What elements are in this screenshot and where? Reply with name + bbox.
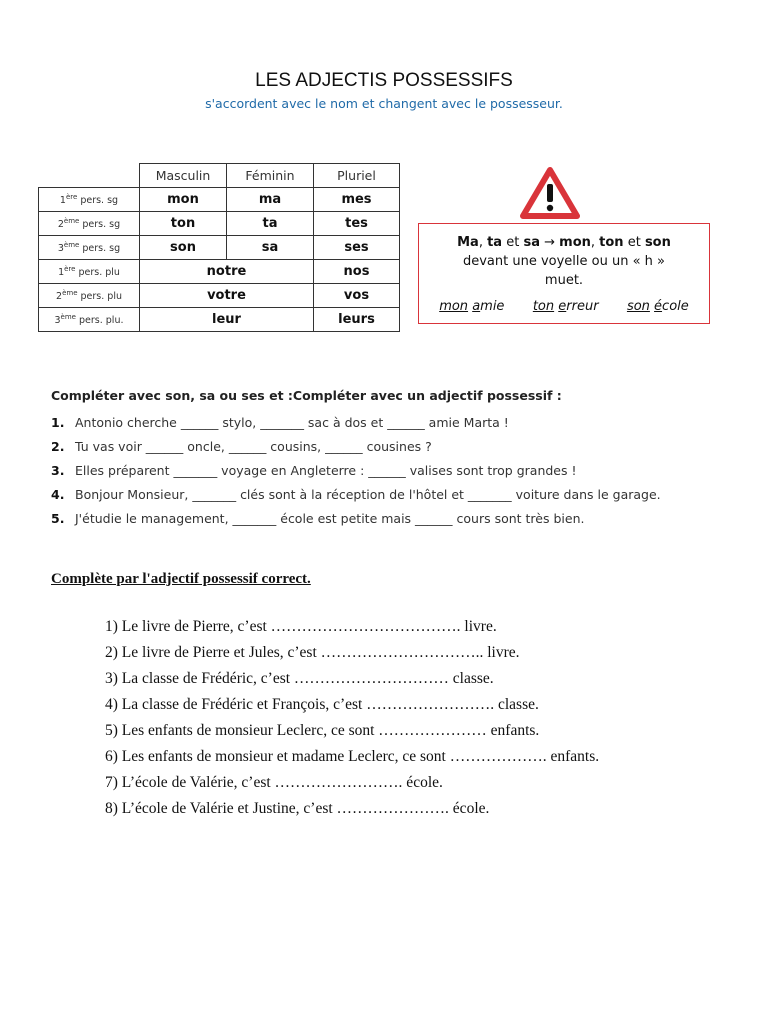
singular-cell: votre: [140, 284, 314, 308]
table-row: [39, 188, 400, 212]
header-pluriel: Pluriel: [314, 164, 400, 188]
table-header-row: [39, 164, 400, 188]
warning-examples: [419, 299, 709, 314]
list-item: 4) La classe de Frédéric et François, c’est ……………………. classe.: [105, 696, 539, 713]
exercise2-list: [105, 614, 599, 822]
plur-cell: mes: [314, 188, 400, 212]
page-subtitle: s'accordent avec le nom et changent avec le possesseur.: [205, 96, 563, 111]
exercise1-heading: Compléter avec son, sa ou ses et :Compléter avec un adjectif possessif :: [51, 388, 562, 403]
table-row: [39, 236, 400, 260]
table-row: [39, 260, 400, 284]
list-item: 4. Bonjour Monsieur, _______ clés sont à la réception de l'hôtel et _______ voiture dans le garage.: [51, 487, 661, 502]
fem-cell: ta: [227, 212, 314, 236]
list-item: 2. Tu vas voir ______ oncle, ______ cousins, ______ cousines ?: [51, 439, 432, 454]
table-row: [39, 308, 400, 332]
warning-rule: Ma, ta et sa → mon, ton et son devant une voyelle ou un « h » muet.: [457, 235, 671, 288]
list-item: 1) Le livre de Pierre, c’est ………………………………. livre.: [105, 618, 497, 635]
fem-cell: ma: [227, 188, 314, 212]
example-son-ecole: son école: [626, 299, 689, 314]
list-item: 5) Les enfants de monsieur Leclerc, ce sont ………………… enfants.: [105, 722, 540, 739]
warning-triangle-icon: [520, 167, 580, 219]
table-row: [39, 284, 400, 308]
plur-cell: vos: [314, 284, 400, 308]
list-item: 7) L’école de Valérie, c’est ……………………. école.: [105, 774, 443, 791]
exercise2-heading: Complète par l'adjectif possessif correct.: [51, 571, 311, 587]
plur-cell: leurs: [314, 308, 400, 332]
list-item: 6) Les enfants de monsieur et madame Leclerc, ce sont ………………. enfants.: [105, 748, 600, 765]
warning-box: [418, 223, 710, 324]
header-masculin: Masculin: [140, 164, 227, 188]
list-item: 3. Elles préparent _______ voyage en Angleterre : ______ valises sont trop grandes !: [51, 463, 577, 478]
masc-cell: mon: [140, 188, 227, 212]
masc-cell: ton: [140, 212, 227, 236]
list-item: 1. Antonio cherche ______ stylo, _______ sac à dos et ______ amie Marta !: [51, 415, 509, 430]
list-item: 8) L’école de Valérie et Justine, c’est …………………. école.: [105, 800, 490, 817]
person-cell: 2ème pers. plu: [39, 284, 140, 308]
plur-cell: ses: [314, 236, 400, 260]
list-item: 3) La classe de Frédéric, c’est ………………………… classe.: [105, 670, 494, 687]
exercise1-list: [51, 414, 711, 534]
possessive-table: [38, 163, 400, 332]
person-cell: 1ère pers. plu: [39, 260, 140, 284]
list-item: 5. J'étudie le management, _______ école est petite mais ______ cours sont très bien.: [51, 511, 585, 526]
fem-cell: sa: [227, 236, 314, 260]
person-cell: 3ème pers. sg: [39, 236, 140, 260]
plur-cell: nos: [314, 260, 400, 284]
person-cell: 1ère pers. sg: [39, 188, 140, 212]
table-row: [39, 212, 400, 236]
singular-cell: notre: [140, 260, 314, 284]
page-title: LES ADJECTIS POSSESSIFS: [255, 70, 513, 91]
example-ton-erreur: ton erreur: [532, 299, 599, 314]
person-cell: 3ème pers. plu.: [39, 308, 140, 332]
singular-cell: leur: [140, 308, 314, 332]
header-feminin: Féminin: [227, 164, 314, 188]
list-item: 2) Le livre de Pierre et Jules, c’est ………………………….. livre.: [105, 644, 520, 661]
plur-cell: tes: [314, 212, 400, 236]
masc-cell: son: [140, 236, 227, 260]
person-cell: 2ème pers. sg: [39, 212, 140, 236]
example-mon-amie: mon amie: [439, 299, 505, 314]
